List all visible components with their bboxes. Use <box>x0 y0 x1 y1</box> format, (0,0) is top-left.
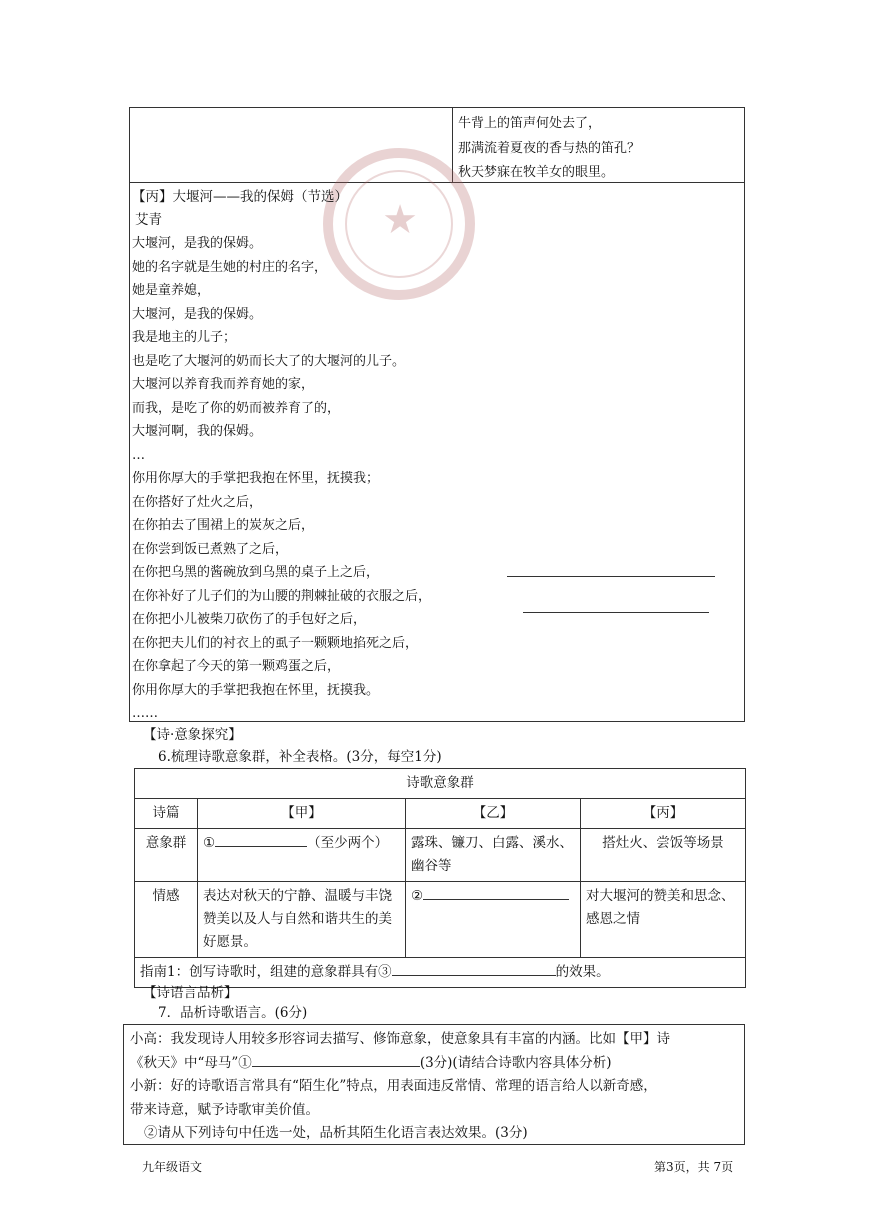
blank-note: （至少两个） <box>307 835 389 851</box>
discussion-line: 带来诗意，赋予诗歌审美价值。 <box>130 1101 319 1118</box>
blank-marker: ② <box>411 888 424 904</box>
line-prefix: 《秋天》中“母马”① <box>130 1054 252 1071</box>
header-yi: 【乙】 <box>406 799 581 829</box>
top-poem-line: 牛背上的笛声何处去了， <box>458 116 602 131</box>
poem-c-title: 【丙】大堰河——我的保姆（节选） <box>132 189 348 205</box>
poem-line: 我是地主的儿子； <box>132 330 237 345</box>
question-6: 6.梳理诗歌意象群，补全表格。(3分，每空1分) <box>158 749 442 765</box>
section-heading-language: 【诗语言品析】 <box>143 985 238 1001</box>
imagery-table <box>134 768 746 988</box>
table-caption: 诗歌意象群 <box>135 769 746 799</box>
discussion-box <box>123 1024 745 1145</box>
section-heading-imagery: 【诗·意象探究】 <box>143 727 242 743</box>
cell-yi-emotion[interactable] <box>406 882 581 958</box>
poem-line: 她的名字就是生她的村庄的名字， <box>132 259 328 275</box>
footer-subject: 九年级语文 <box>142 1160 203 1174</box>
poem-line: 在你搭好了灶火之后， <box>132 494 263 510</box>
poem-line: 大堰河，是我的保姆。 <box>132 306 263 322</box>
poem-line: 大堰河啊，我的保姆。 <box>132 424 263 439</box>
poem-line: 在你把小儿被柴刀砍伤了的手包好之后， <box>132 612 367 627</box>
header-jia: 【甲】 <box>198 799 406 829</box>
footer-page-number: 第3页，共 7页 <box>654 1160 734 1174</box>
blank-marker: ① <box>203 835 216 851</box>
row-label-imagery: 意象群 <box>135 829 198 882</box>
discussion-line[interactable] <box>130 1052 739 1076</box>
poem-line: 在你把夫儿们的衬衣上的虱子一颗颗地掐死之后， <box>132 635 419 651</box>
poem-line: 大堰河以养育我而养育她的家， <box>132 377 315 392</box>
cell-jia-imagery[interactable] <box>198 829 406 882</box>
discussion-line: 小新：好的诗歌语言常具有“陌生化”特点，用表面违反常情、常理的语言给人以新奇感， <box>130 1078 657 1094</box>
discussion-line: 小高：我发现诗人用较多形容词去描写、修饰意象，使意象具有丰富的内涵。比如【甲】诗 <box>130 1031 670 1047</box>
poem-line: … <box>132 447 145 463</box>
cell-bing-imagery: 搭灶火、尝饭等场景 <box>581 829 746 882</box>
poem-line: 在你把乌黑的酱碗放到乌黑的桌子上之后， <box>132 565 380 580</box>
poem-line: 在你拍去了围裙上的炭灰之后， <box>132 518 315 533</box>
poem-line: 大堰河，是我的保姆。 <box>132 236 263 251</box>
header-bing: 【丙】 <box>581 799 746 829</box>
poem-line: 你用你厚大的手掌把我抱在怀里，抚摸我； <box>132 471 380 486</box>
line-suffix: (3分)(请结合诗歌内容具体分析) <box>419 1054 612 1071</box>
answer-blank-2[interactable] <box>423 885 569 900</box>
top-poem-line: 秋天梦寐在牧羊女的眼里。 <box>458 165 615 180</box>
top-poem-line: 那满流着夏夜的香与热的笛孔？ <box>458 140 641 156</box>
poem-c-author: 艾青 <box>135 212 162 228</box>
margin-answer-line <box>507 576 715 577</box>
guide-prefix: 指南1：创写诗歌时，组建的意象群具有③ <box>140 964 392 980</box>
cell-yi-imagery: 露珠、镰刀、白露、溪水、幽谷等 <box>406 829 581 882</box>
poem-line: 而我，是吃了你的奶而被养育了的， <box>132 400 341 416</box>
question-7: 7．品析诗歌语言。(6分) <box>158 1005 308 1021</box>
poem-c-body <box>132 232 431 726</box>
margin-answer-line <box>523 612 709 613</box>
poem-line: 也是吃了大堰河的奶而长大了的大堰河的儿子。 <box>132 353 406 369</box>
answer-blank-7-1[interactable] <box>252 1052 420 1067</box>
row-label-emotion: 情感 <box>135 882 198 958</box>
answer-blank-1[interactable] <box>215 832 307 847</box>
poem-line: 在你补好了儿子们的为山腰的荆棘扯破的衣服之后， <box>132 588 432 604</box>
poem-line: …… <box>132 706 158 721</box>
poem-line: 你用你厚大的手掌把我抱在怀里，抚摸我。 <box>132 682 380 698</box>
seal-stamp-star-icon: ★ <box>382 197 418 243</box>
poem-line: 她是童养媳， <box>132 283 211 298</box>
header-poem: 诗篇 <box>135 799 198 829</box>
guide-suffix: 的效果。 <box>555 964 610 980</box>
cell-bing-emotion: 对大堰河的赞美和思念、感恩之情 <box>581 882 746 958</box>
cell-jia-emotion: 表达对秋天的宁静、温暖与丰饶赞美以及人与自然和谐共生的美好愿景。 <box>198 882 406 958</box>
poem-line: 在你尝到饭已煮熟了之后， <box>132 541 289 557</box>
discussion-line: ②请从下列诗句中任选一处，品析其陌生化语言表达效果。(3分) <box>144 1125 528 1141</box>
poem-line: 在你拿起了今天的第一颗鸡蛋之后， <box>132 659 341 674</box>
answer-blank-3[interactable] <box>392 961 556 976</box>
top-poem <box>458 112 640 186</box>
